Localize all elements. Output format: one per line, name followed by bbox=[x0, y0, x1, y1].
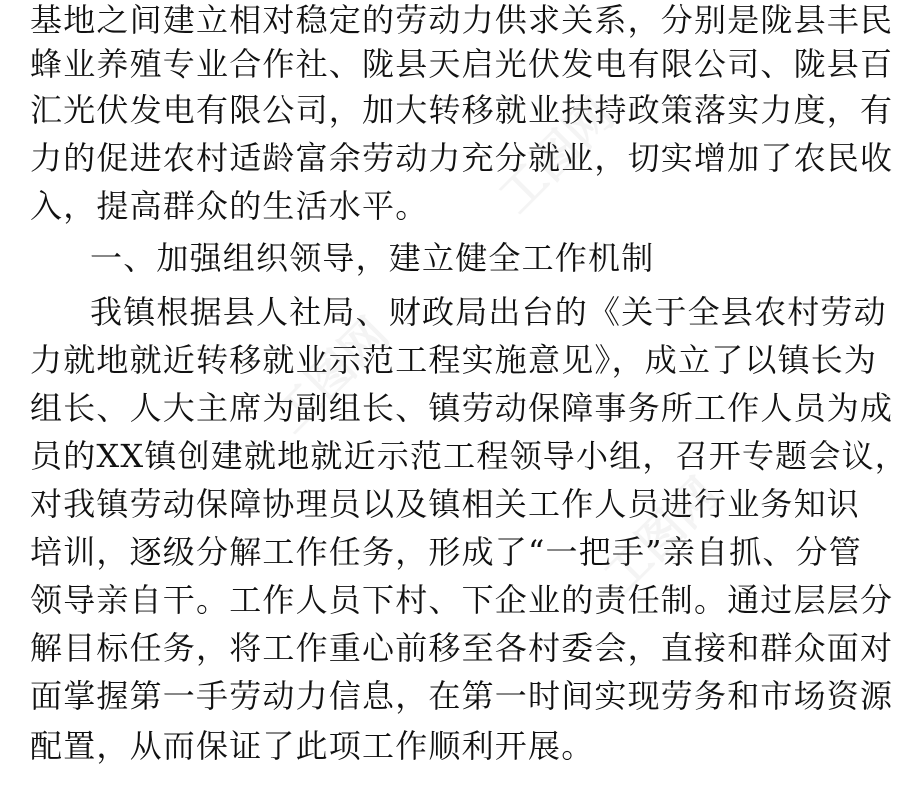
paragraph-line: 力的促进农村适龄富余劳动力充分就业，切实增加了农民收 bbox=[30, 139, 894, 177]
paragraph-line: 入，提高群众的生活水平。 bbox=[30, 187, 429, 225]
paragraph-line: 汇光伏发电有限公司，加大转移就业扶持政策落实力度，有 bbox=[30, 91, 894, 129]
paragraph-line: 员的XX镇创建就地就近示范工程领导小组，召开专题会议， bbox=[30, 437, 908, 475]
paragraph-line: 基地之间建立相对稳定的劳动力供求关系，分别是陇县丰民 bbox=[30, 1, 894, 39]
paragraph-line: 我镇根据县人社局、财政局出台的《关于全县农村劳动 bbox=[90, 293, 887, 331]
watermark: 工图网 bbox=[488, 87, 625, 224]
paragraph-line: 蜂业养殖专业合作社、陇县天启光伏发电有限公司、陇县百 bbox=[30, 45, 894, 83]
paragraph-line: 力就地就近转移就业示范工程实施意见》，成立了以镇长为 bbox=[30, 341, 878, 379]
paragraph-line: 解目标任务，将工作重心前移至各村委会，直接和群众面对 bbox=[30, 629, 894, 667]
paragraph-line: 培训，逐级分解工作任务，形成了“一把手”亲自抓、分管 bbox=[30, 533, 862, 571]
paragraph-line: 组长、人大主席为副组长、镇劳动保障事务所工作人员为成 bbox=[30, 389, 894, 427]
paragraph-line: 配置，从而保证了此项工作顺利开展。 bbox=[30, 727, 595, 765]
section-heading: 一、加强组织领导，建立健全工作机制 bbox=[90, 239, 655, 277]
watermark: 工图网 bbox=[263, 307, 400, 444]
paragraph-line: 领导亲自干。工作人员下村、下企业的责任制。通过层层分 bbox=[30, 581, 894, 619]
watermark: 工图网 bbox=[593, 467, 730, 604]
paragraph-line: 对我镇劳动保障协理员以及镇相关工作人员进行业务知识 bbox=[30, 485, 861, 523]
paragraph-line: 面掌握第一手劳动力信息，在第一时间实现劳务和市场资源 bbox=[30, 677, 894, 715]
